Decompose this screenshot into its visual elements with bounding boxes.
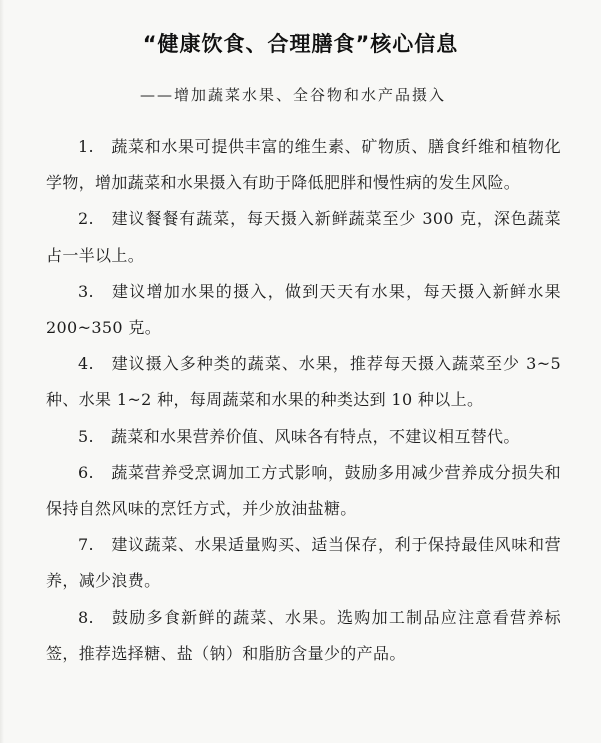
item-number: 4. bbox=[78, 354, 94, 374]
list-item-7 bbox=[46, 527, 561, 599]
item-text: 建议增加水果的摄入，做到天天有水果，每天摄入新鲜水果 200~350 克。 bbox=[46, 281, 561, 338]
item-text: 建议摄入多种类的蔬菜、水果，推荐每天摄入蔬菜至少 3~5 种、水果 1~2 种，每周蔬菜和水果的种类达到 10 种以上。 bbox=[46, 354, 561, 410]
list-item-3 bbox=[46, 274, 561, 346]
item-number: 2. bbox=[78, 209, 94, 229]
item-text: 蔬菜和水果营养价值、风味各有特点，不建议相互替代。 bbox=[111, 426, 520, 446]
item-text: 建议蔬菜、水果适量购买、适当保存，利于保持最佳风味和营养，减少浪费。 bbox=[46, 535, 561, 591]
list-item-1 bbox=[46, 129, 561, 201]
item-text: 蔬菜和水果可提供丰富的维生素、矿物质、膳食纤维和植物化学物，增加蔬菜和水果摄入有助于降低肥胖和慢性病的发生风险。 bbox=[46, 137, 561, 193]
item-number: 6. bbox=[78, 462, 94, 482]
document-body bbox=[46, 129, 561, 672]
list-item-6 bbox=[46, 455, 561, 527]
list-item-5 bbox=[46, 419, 561, 455]
document-title: “健康饮食、合理膳食”核心信息 bbox=[142, 32, 459, 56]
list-item-2 bbox=[46, 201, 561, 273]
item-number: 1. bbox=[78, 137, 94, 156]
list-item-4 bbox=[46, 346, 561, 418]
item-text: 蔬菜营养受烹调加工方式影响，鼓励多用减少营养成分损失和保持自然风味的烹饪方式，并少放油盐糖。 bbox=[46, 462, 561, 519]
list-item-8 bbox=[46, 600, 561, 672]
item-number: 8. bbox=[78, 607, 94, 627]
item-text: 建议餐餐有蔬菜，每天摄入新鲜蔬菜至少 300 克，深色蔬菜占一半以上。 bbox=[46, 209, 561, 265]
item-number: 3. bbox=[78, 281, 94, 301]
item-number: 5. bbox=[78, 426, 94, 446]
item-text: 鼓励多食新鲜的蔬菜、水果。选购加工制品应注意看营养标签，推荐选择糖、盐（钠）和脂肪含量少的产品。 bbox=[46, 607, 561, 663]
scan-edge-shadow bbox=[0, 0, 4, 743]
item-number: 7. bbox=[78, 535, 94, 555]
document-subtitle: ——增加蔬菜水果、全谷物和水产品摄入 bbox=[140, 86, 447, 104]
